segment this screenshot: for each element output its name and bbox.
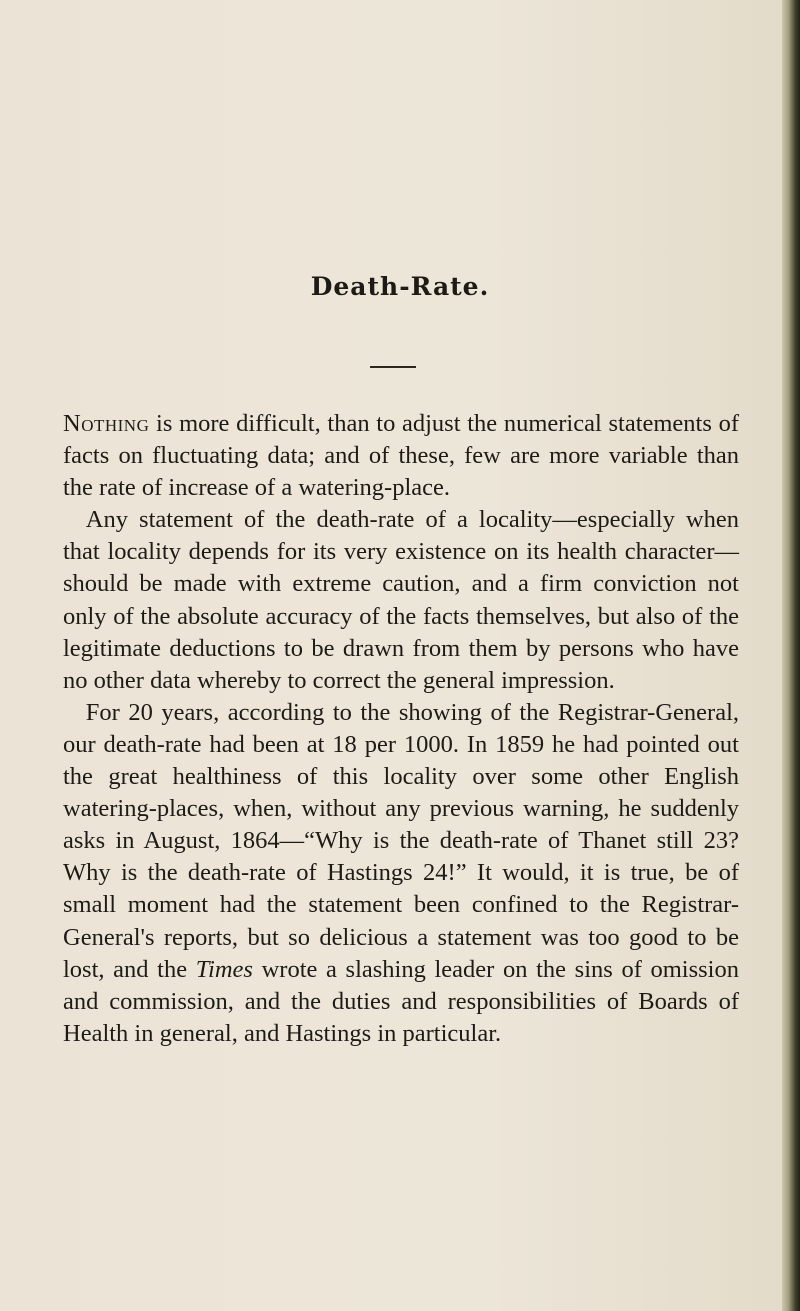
body-text: [63, 408, 739, 1050]
paragraph-1: [63, 408, 739, 504]
chapter-title: Death-Rate.: [310, 272, 490, 301]
paragraph-3-text-after: wrote a slashing leader on the sins of omission and commission, and the duties and responsibilities of Boards of Health in general, and Hastings in particular.: [63, 955, 739, 1047]
paragraph-3: [63, 697, 739, 1050]
title-rule: [370, 366, 416, 368]
paragraph-1-text: is more difficult, than to adjust the numerical statements of facts on fluctuating data; and of these, few are more variable than the rate of increase of a watering-place.: [63, 410, 739, 502]
page-edge-shadow: [782, 0, 800, 1311]
paragraph-1-lead: Nothing: [63, 410, 150, 437]
paragraph-3-italic: Times: [195, 955, 253, 983]
paragraph-2: Any statement of the death-rate of a locality—especially when that locality depends for its very existence on its health character—should be made with extreme caution, and a firm conviction not only of the absolute accuracy of the facts themselves, but also of the legitimate deductions to be drawn from them by persons who have no other data whereby to correct the general impression.: [63, 506, 739, 694]
paragraph-3-text-before: For 20 years, according to the showing of the Registrar-General, our death-rate had been at 18 per 1000. In 1859 he had pointed out the great healthiness of this locality over some other English watering-places, when, without any previous warning, he suddenly asks in August, 1864—“Why is the death-rate of Thanet still 23? Why is the death-rate of Hastings 24!” It would, it is true, be of small moment had the statement been confined to the Registrar-General's reports, but so delicious a statement was too good to be lost, and the: [63, 698, 739, 983]
